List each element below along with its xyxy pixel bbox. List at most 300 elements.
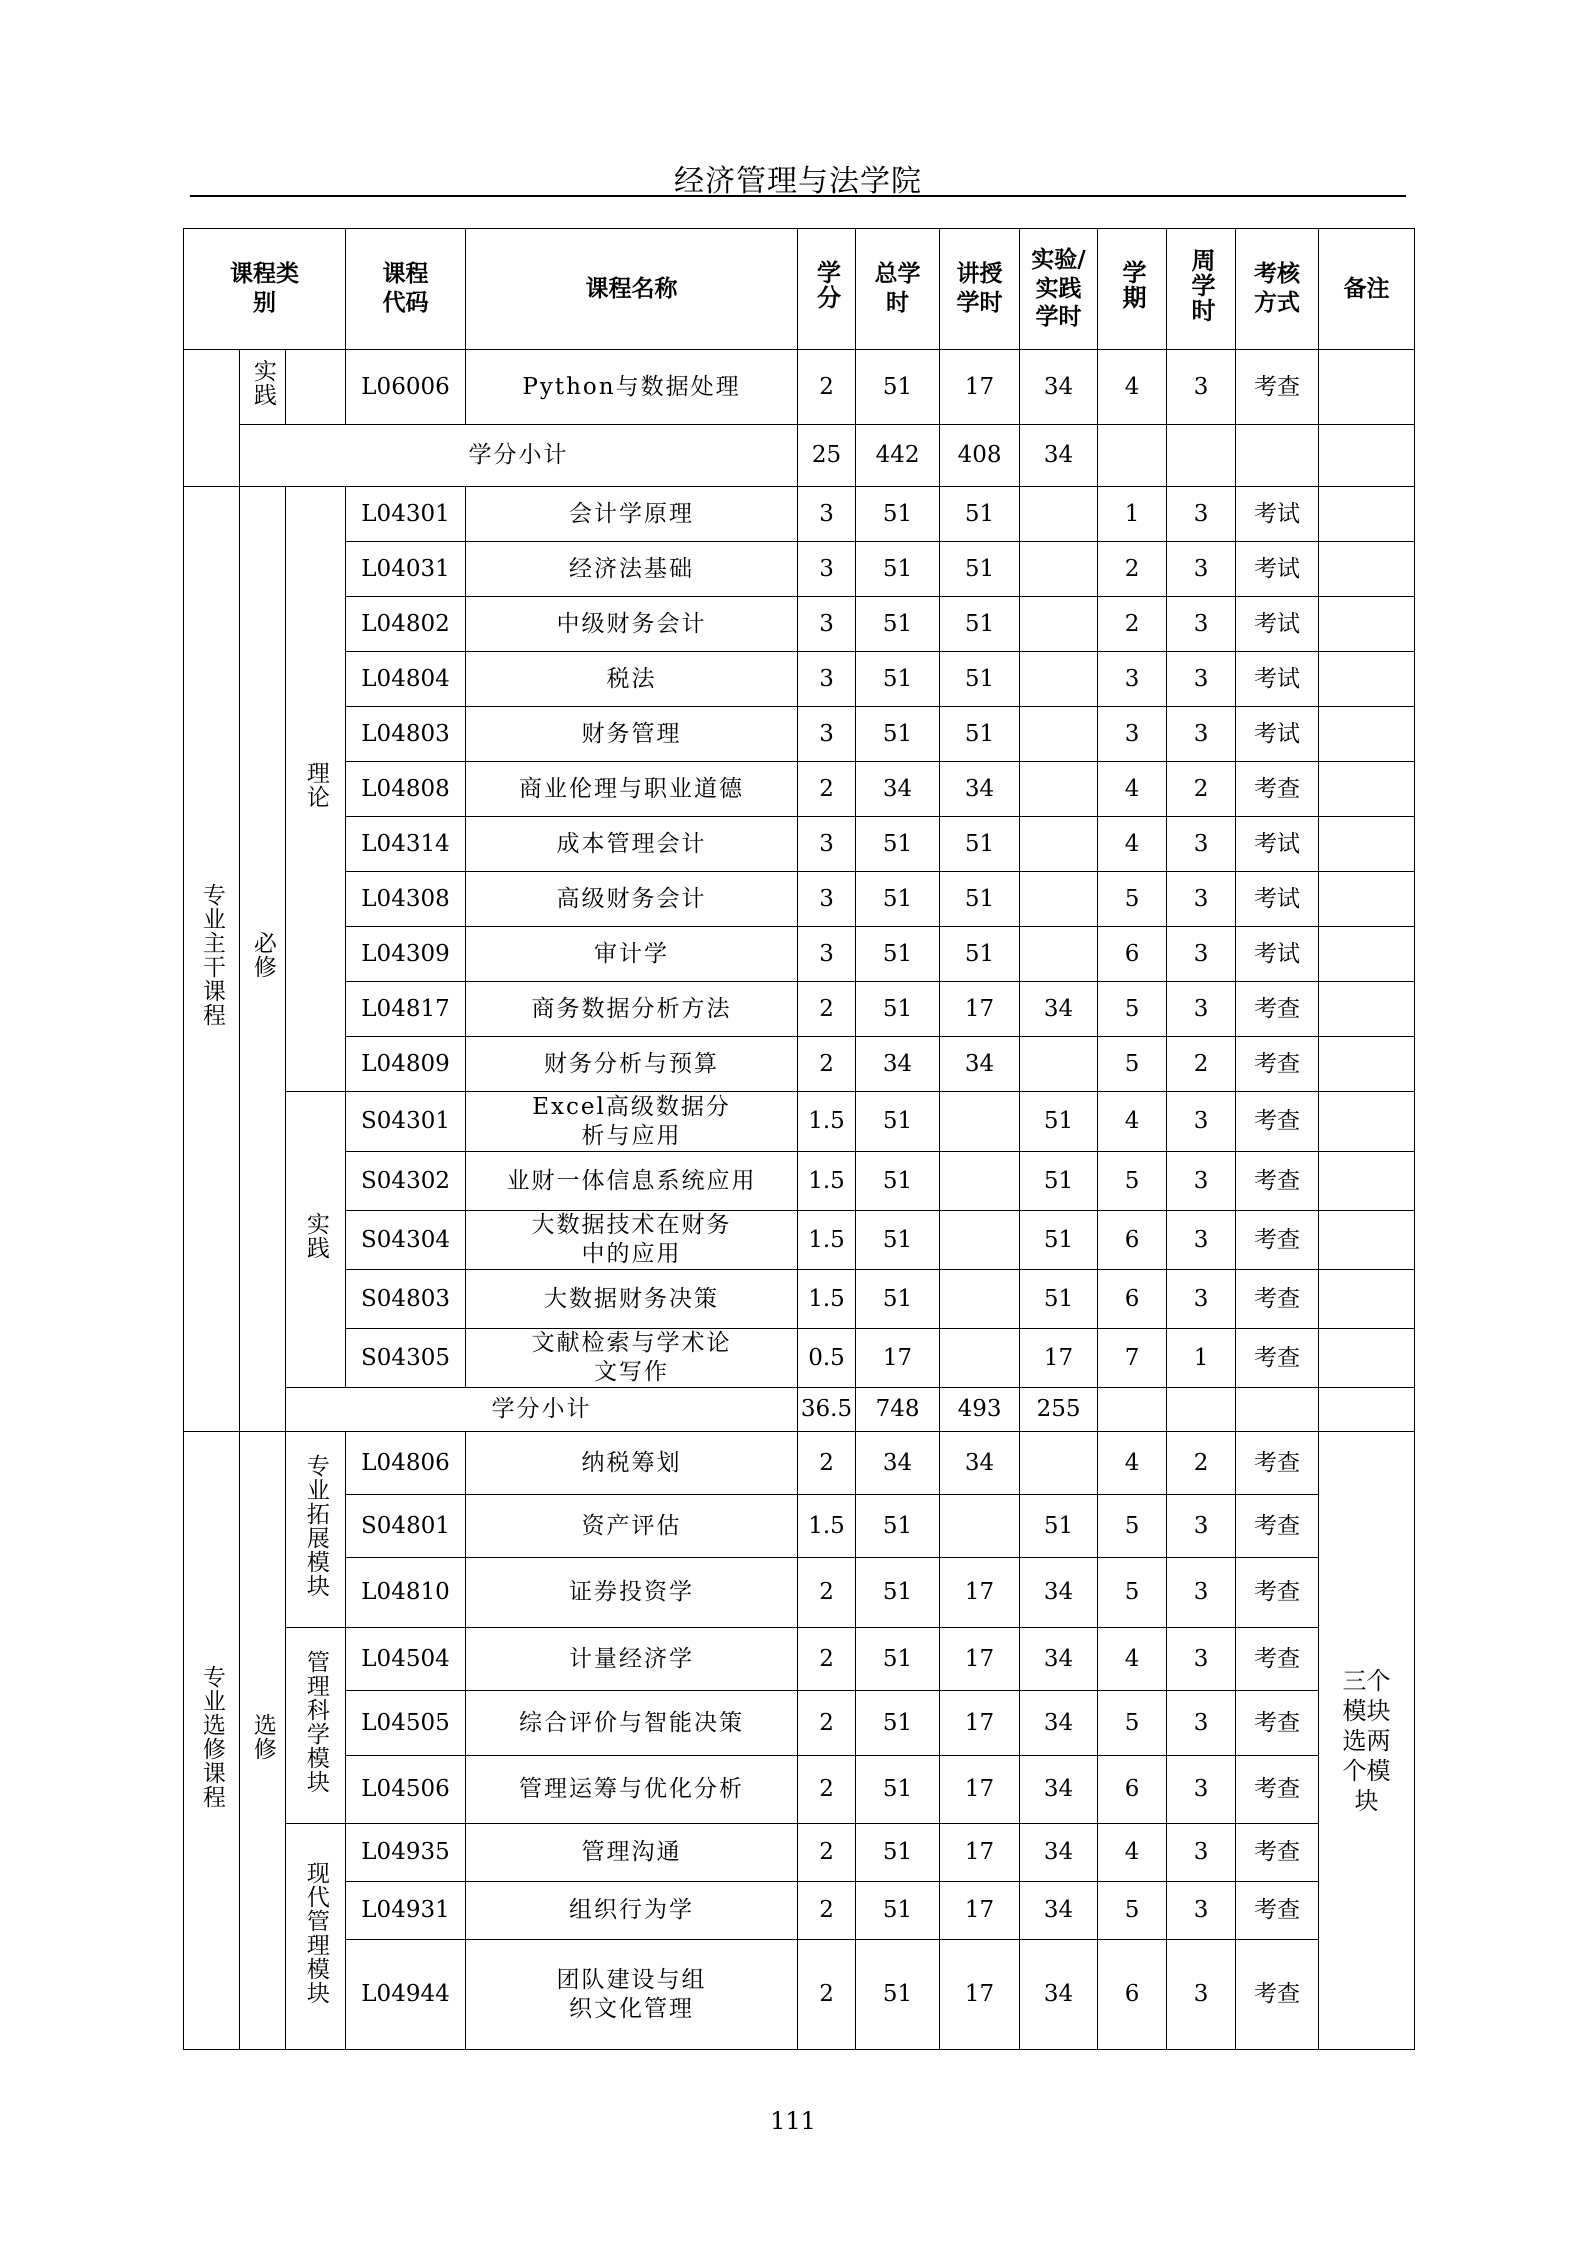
exam-method: 考试 — [1236, 817, 1319, 872]
course-name: 财务管理 — [466, 707, 798, 762]
total-hours: 51 — [856, 817, 940, 872]
total-hours: 51 — [856, 1558, 940, 1628]
lecture-hours: 34 — [940, 1037, 1020, 1092]
credit: 1.5 — [798, 1495, 856, 1558]
credit: 2 — [798, 1940, 856, 2050]
course-code: L04931 — [346, 1882, 466, 1940]
exam-method: 考查 — [1236, 1270, 1319, 1329]
subtotal-practice: 255 — [1020, 1388, 1098, 1432]
page-header-title: 经济管理与法学院 — [674, 164, 922, 199]
weekly-hours: 3 — [1167, 1691, 1236, 1756]
weekly-hours: 3 — [1167, 1628, 1236, 1691]
course-row — [184, 487, 1415, 542]
course-row — [184, 1037, 1415, 1092]
type-elective — [240, 1432, 286, 2050]
course-row — [184, 1092, 1415, 1152]
module-label-text: 现代管理模块 — [302, 1860, 329, 2005]
weekly-hours: 2 — [1167, 1037, 1236, 1092]
remark — [1319, 597, 1415, 652]
course-row — [184, 1558, 1415, 1628]
module-label — [286, 1824, 346, 2050]
course-code: L04803 — [346, 707, 466, 762]
weekly-hours: 3 — [1167, 1211, 1236, 1270]
lecture-hours: 17 — [940, 1628, 1020, 1691]
course-name: 管理沟通 — [466, 1824, 798, 1882]
remark — [1319, 817, 1415, 872]
term: 6 — [1098, 927, 1167, 982]
practice-hours — [1020, 762, 1098, 817]
course-row — [184, 1495, 1415, 1558]
category-major-elective-text: 专业选修课程 — [198, 1664, 225, 1809]
course-code: L04810 — [346, 1558, 466, 1628]
course-name: 综合评价与智能决策 — [466, 1691, 798, 1756]
weekly-hours: 3 — [1167, 1756, 1236, 1824]
header-practice-hours: 实验/实践学时 — [1020, 229, 1098, 350]
course-name: 大数据财务决策 — [466, 1270, 798, 1329]
credit: 1.5 — [798, 1270, 856, 1329]
subtotal-credit: 25 — [798, 425, 856, 487]
exam-method: 考查 — [1236, 1329, 1319, 1388]
course-name — [466, 1211, 798, 1270]
total-hours: 51 — [856, 982, 940, 1037]
practice-hours: 34 — [1020, 1940, 1098, 2050]
credit: 3 — [798, 652, 856, 707]
exam-method: 考查 — [1236, 1432, 1319, 1495]
subtotal-label: 学分小计 — [240, 425, 798, 487]
lecture-hours: 51 — [940, 817, 1020, 872]
remark — [1319, 872, 1415, 927]
exam-method: 考试 — [1236, 487, 1319, 542]
practice-hours: 34 — [1020, 1628, 1098, 1691]
course-code: L04301 — [346, 487, 466, 542]
lecture-hours: 51 — [940, 927, 1020, 982]
subtotal-empty-exam — [1236, 425, 1319, 487]
exam-method: 考试 — [1236, 927, 1319, 982]
course-name: 商务数据分析方法 — [466, 982, 798, 1037]
lecture-hours: 17 — [940, 1756, 1020, 1824]
course-code: L04506 — [346, 1756, 466, 1824]
subtotal-lecture: 408 — [940, 425, 1020, 487]
weekly-hours: 3 — [1167, 1092, 1236, 1152]
term: 4 — [1098, 817, 1167, 872]
term: 5 — [1098, 1558, 1167, 1628]
lecture-hours: 17 — [940, 1940, 1020, 2050]
subtotal-empty-weekly — [1167, 1388, 1236, 1432]
credit: 1.5 — [798, 1152, 856, 1211]
course-row — [184, 542, 1415, 597]
term: 5 — [1098, 1152, 1167, 1211]
total-hours: 51 — [856, 487, 940, 542]
term: 4 — [1098, 762, 1167, 817]
course-name-text: 大数据技术在财务中的应用 — [531, 1212, 732, 1267]
total-hours: 34 — [856, 762, 940, 817]
module-label — [286, 1628, 346, 1824]
lecture-hours — [940, 1152, 1020, 1211]
exam-method: 考查 — [1236, 1037, 1319, 1092]
term: 5 — [1098, 1037, 1167, 1092]
credit: 2 — [798, 1824, 856, 1882]
term: 4 — [1098, 1628, 1167, 1691]
exam-method: 考试 — [1236, 652, 1319, 707]
course-name: 审计学 — [466, 927, 798, 982]
course-row — [184, 1329, 1415, 1388]
exam-method: 考查 — [1236, 1558, 1319, 1628]
total-hours: 51 — [856, 927, 940, 982]
remark — [1319, 350, 1415, 425]
subtotal-row — [184, 425, 1415, 487]
course-code: L04809 — [346, 1037, 466, 1092]
header-code: 课程代码 — [346, 229, 466, 350]
lecture-hours: 17 — [940, 1824, 1020, 1882]
weekly-hours: 3 — [1167, 597, 1236, 652]
practice-hours: 34 — [1020, 1824, 1098, 1882]
credit: 2 — [798, 1756, 856, 1824]
header-exam-method: 考核方式 — [1236, 229, 1319, 350]
module-label — [286, 1432, 346, 1628]
section-label-theory — [286, 487, 346, 1092]
practice-hours: 34 — [1020, 1691, 1098, 1756]
exam-method: 考试 — [1236, 542, 1319, 597]
course-name: 业财一体信息系统应用 — [466, 1152, 798, 1211]
practice-hours — [1020, 927, 1098, 982]
term: 4 — [1098, 350, 1167, 425]
practice-hours: 34 — [1020, 1558, 1098, 1628]
lecture-hours: 34 — [940, 762, 1020, 817]
lecture-hours: 34 — [940, 1432, 1020, 1495]
remark — [1319, 542, 1415, 597]
section-label-theory-text: 理论 — [302, 761, 329, 810]
subtotal-empty-term — [1098, 1388, 1167, 1432]
remark — [1319, 762, 1415, 817]
total-hours: 17 — [856, 1329, 940, 1388]
subtotal-practice: 34 — [1020, 425, 1098, 487]
type-elective-text: 选修 — [249, 1712, 276, 1761]
total-hours: 51 — [856, 1152, 940, 1211]
course-name: 证券投资学 — [466, 1558, 798, 1628]
term: 4 — [1098, 1092, 1167, 1152]
exam-method: 考查 — [1236, 1824, 1319, 1882]
practice-hours — [1020, 1037, 1098, 1092]
lecture-hours: 51 — [940, 652, 1020, 707]
module-label-text: 管理科学模块 — [302, 1649, 329, 1794]
remark — [1319, 1211, 1415, 1270]
remark — [1319, 1329, 1415, 1388]
term: 2 — [1098, 542, 1167, 597]
term: 6 — [1098, 1940, 1167, 2050]
course-row — [184, 1432, 1415, 1495]
header-weekly-hours: 周学时 — [1167, 229, 1236, 350]
header-category: 课程类别 — [184, 229, 346, 350]
course-code: S04302 — [346, 1152, 466, 1211]
type-required — [240, 487, 286, 1432]
subtotal-total: 442 — [856, 425, 940, 487]
total-hours: 51 — [856, 1092, 940, 1152]
course-code: L04804 — [346, 652, 466, 707]
course-name — [466, 1092, 798, 1152]
course-code: S04304 — [346, 1211, 466, 1270]
total-hours: 34 — [856, 1037, 940, 1092]
term: 4 — [1098, 1432, 1167, 1495]
credit: 1.5 — [798, 1092, 856, 1152]
practice-hours: 34 — [1020, 1756, 1098, 1824]
course-row — [184, 1152, 1415, 1211]
weekly-hours: 3 — [1167, 350, 1236, 425]
weekly-hours: 3 — [1167, 542, 1236, 597]
weekly-hours: 3 — [1167, 1940, 1236, 2050]
exam-method: 考试 — [1236, 597, 1319, 652]
exam-method: 考试 — [1236, 707, 1319, 762]
practice-hours: 34 — [1020, 1882, 1098, 1940]
course-name: 纳税筹划 — [466, 1432, 798, 1495]
course-code: S04305 — [346, 1329, 466, 1388]
credit: 3 — [798, 597, 856, 652]
weekly-hours: 3 — [1167, 817, 1236, 872]
practice-hours: 51 — [1020, 1152, 1098, 1211]
remark — [1319, 982, 1415, 1037]
total-hours: 51 — [856, 350, 940, 425]
practice-hours — [1020, 652, 1098, 707]
term: 3 — [1098, 652, 1167, 707]
section-label-practice — [240, 350, 286, 425]
credit: 2 — [798, 1037, 856, 1092]
course-name-text: Excel高级数据分析与应用 — [532, 1093, 731, 1149]
practice-hours — [1020, 487, 1098, 542]
course-code: L04802 — [346, 597, 466, 652]
exam-method: 考查 — [1236, 1756, 1319, 1824]
remark — [1319, 487, 1415, 542]
course-row — [184, 872, 1415, 927]
course-row — [184, 707, 1415, 762]
course-name: 会计学原理 — [466, 487, 798, 542]
credit: 3 — [798, 542, 856, 597]
weekly-hours: 3 — [1167, 1558, 1236, 1628]
total-hours: 51 — [856, 1824, 940, 1882]
header-credit: 学分 — [798, 229, 856, 350]
credit: 3 — [798, 707, 856, 762]
course-code: L04808 — [346, 762, 466, 817]
credit: 1.5 — [798, 1211, 856, 1270]
course-code: L06006 — [346, 350, 466, 425]
exam-method: 考查 — [1236, 1152, 1319, 1211]
exam-method: 考查 — [1236, 350, 1319, 425]
credit: 2 — [798, 1628, 856, 1691]
exam-method: 考查 — [1236, 1882, 1319, 1940]
header-term: 学期 — [1098, 229, 1167, 350]
course-row — [184, 1756, 1415, 1824]
category-cell — [184, 350, 240, 487]
practice-hours: 51 — [1020, 1495, 1098, 1558]
course-code: L04031 — [346, 542, 466, 597]
course-code: L04309 — [346, 927, 466, 982]
course-code: L04308 — [346, 872, 466, 927]
term: 5 — [1098, 1495, 1167, 1558]
subtotal-lecture: 493 — [940, 1388, 1020, 1432]
weekly-hours: 3 — [1167, 982, 1236, 1037]
weekly-hours: 3 — [1167, 707, 1236, 762]
course-code: L04505 — [346, 1691, 466, 1756]
total-hours: 34 — [856, 1432, 940, 1495]
lecture-hours: 51 — [940, 597, 1020, 652]
credit: 2 — [798, 982, 856, 1037]
weekly-hours: 1 — [1167, 1329, 1236, 1388]
course-row — [184, 1691, 1415, 1756]
weekly-hours: 2 — [1167, 1432, 1236, 1495]
course-name: 管理运筹与优化分析 — [466, 1756, 798, 1824]
exam-method: 考查 — [1236, 1495, 1319, 1558]
lecture-hours — [940, 1270, 1020, 1329]
course-row — [184, 597, 1415, 652]
exam-method: 考查 — [1236, 762, 1319, 817]
practice-hours — [1020, 597, 1098, 652]
course-row — [184, 652, 1415, 707]
section-label-practice-text: 实践 — [249, 359, 276, 408]
course-name: 商业伦理与职业道德 — [466, 762, 798, 817]
lecture-hours: 51 — [940, 487, 1020, 542]
term: 5 — [1098, 1691, 1167, 1756]
exam-method: 考试 — [1236, 872, 1319, 927]
subtotal-empty-term — [1098, 425, 1167, 487]
term: 1 — [1098, 487, 1167, 542]
module-label-text: 专业拓展模块 — [302, 1453, 329, 1598]
remark — [1319, 927, 1415, 982]
course-row — [184, 927, 1415, 982]
lecture-hours: 51 — [940, 542, 1020, 597]
weekly-hours: 3 — [1167, 487, 1236, 542]
subtotal-empty-remark — [1319, 1388, 1415, 1432]
credit: 3 — [798, 927, 856, 982]
subtotal-label: 学分小计 — [286, 1388, 798, 1432]
course-name-text: 团队建设与组织文化管理 — [556, 1966, 707, 2022]
subtotal-empty-exam — [1236, 1388, 1319, 1432]
lecture-hours: 17 — [940, 1882, 1020, 1940]
lecture-hours — [940, 1329, 1020, 1388]
course-code: S04801 — [346, 1495, 466, 1558]
header-name: 课程名称 — [466, 229, 798, 350]
subtotal-empty-weekly — [1167, 425, 1236, 487]
practice-hours — [1020, 1432, 1098, 1495]
weekly-hours: 3 — [1167, 1495, 1236, 1558]
credit: 3 — [798, 872, 856, 927]
course-name-text: Python与数据处理 — [522, 373, 741, 400]
remark — [1319, 707, 1415, 762]
practice-hours: 34 — [1020, 350, 1098, 425]
page-number: 111 — [770, 2107, 816, 2135]
exam-method: 考查 — [1236, 982, 1319, 1037]
header-total-hours: 总学时 — [856, 229, 940, 350]
course-row — [184, 1824, 1415, 1882]
practice-hours — [1020, 872, 1098, 927]
total-hours: 51 — [856, 1628, 940, 1691]
subtotal-total: 748 — [856, 1388, 940, 1432]
lecture-hours — [940, 1092, 1020, 1152]
practice-hours: 34 — [1020, 982, 1098, 1037]
weekly-hours: 3 — [1167, 1882, 1236, 1940]
lecture-hours: 17 — [940, 350, 1020, 425]
weekly-hours: 3 — [1167, 1152, 1236, 1211]
empty-cell — [286, 350, 346, 425]
course-code: S04803 — [346, 1270, 466, 1329]
course-name: 计量经济学 — [466, 1628, 798, 1691]
course-row — [184, 982, 1415, 1037]
term: 2 — [1098, 597, 1167, 652]
credit: 0.5 — [798, 1329, 856, 1388]
weekly-hours: 3 — [1167, 927, 1236, 982]
weekly-hours: 3 — [1167, 1270, 1236, 1329]
remark — [1319, 1092, 1415, 1152]
weekly-hours: 3 — [1167, 872, 1236, 927]
course-name: 财务分析与预算 — [466, 1037, 798, 1092]
credit: 2 — [798, 1558, 856, 1628]
total-hours: 51 — [856, 707, 940, 762]
total-hours: 51 — [856, 597, 940, 652]
course-row — [184, 817, 1415, 872]
header-divider — [190, 195, 1406, 197]
credit: 2 — [798, 350, 856, 425]
total-hours: 51 — [856, 1756, 940, 1824]
lecture-hours: 17 — [940, 1558, 1020, 1628]
exam-method: 考查 — [1236, 1691, 1319, 1756]
course-code: L04806 — [346, 1432, 466, 1495]
curriculum-table — [183, 228, 1415, 2050]
course-row — [184, 350, 1415, 425]
weekly-hours: 3 — [1167, 652, 1236, 707]
practice-hours — [1020, 817, 1098, 872]
lecture-hours: 51 — [940, 707, 1020, 762]
total-hours: 51 — [856, 1940, 940, 2050]
header-remark: 备注 — [1319, 229, 1415, 350]
term: 3 — [1098, 707, 1167, 762]
practice-hours: 17 — [1020, 1329, 1098, 1388]
total-hours: 51 — [856, 1211, 940, 1270]
course-code: L04817 — [346, 982, 466, 1037]
practice-hours — [1020, 707, 1098, 762]
practice-hours: 51 — [1020, 1092, 1098, 1152]
total-hours: 51 — [856, 1495, 940, 1558]
total-hours: 51 — [856, 542, 940, 597]
type-required-text: 必修 — [249, 931, 276, 980]
category-major-elective — [184, 1432, 240, 2050]
section-label-practice-text: 实践 — [302, 1211, 329, 1260]
course-row — [184, 762, 1415, 817]
term: 4 — [1098, 1824, 1167, 1882]
lecture-hours: 17 — [940, 1691, 1020, 1756]
course-name — [466, 350, 798, 425]
category-major-core — [184, 487, 240, 1432]
course-name — [466, 1940, 798, 2050]
course-name: 组织行为学 — [466, 1882, 798, 1940]
header-lecture-hours: 讲授学时 — [940, 229, 1020, 350]
lecture-hours: 51 — [940, 872, 1020, 927]
course-name: 成本管理会计 — [466, 817, 798, 872]
course-name: 资产评估 — [466, 1495, 798, 1558]
course-row — [184, 1628, 1415, 1691]
total-hours: 51 — [856, 652, 940, 707]
total-hours: 51 — [856, 1882, 940, 1940]
exam-method: 考查 — [1236, 1092, 1319, 1152]
exam-method: 考查 — [1236, 1940, 1319, 2050]
remark — [1319, 1152, 1415, 1211]
header-row — [184, 229, 1415, 350]
subtotal-credit: 36.5 — [798, 1388, 856, 1432]
credit: 2 — [798, 762, 856, 817]
remark-module-selection — [1319, 1432, 1415, 2050]
total-hours: 51 — [856, 1691, 940, 1756]
course-code: L04314 — [346, 817, 466, 872]
term: 7 — [1098, 1329, 1167, 1388]
practice-hours: 51 — [1020, 1270, 1098, 1329]
subtotal-empty-remark — [1319, 425, 1415, 487]
weekly-hours: 2 — [1167, 762, 1236, 817]
